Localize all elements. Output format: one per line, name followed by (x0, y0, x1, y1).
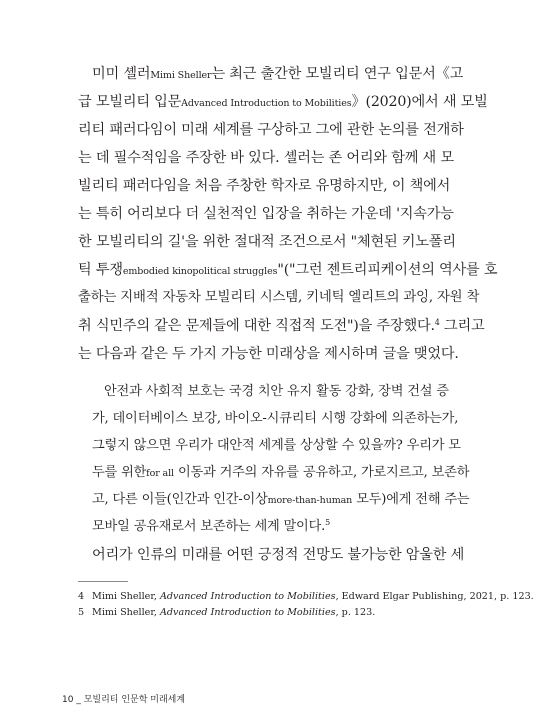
text-line: 는 다음과 같은 두 가지 가능한 미래상을 제시하며 글을 맺었다. (78, 346, 459, 362)
running-title: _ 모빌리티 인문학 미래세계 (76, 695, 186, 705)
quote-line: 가, 데이터베이스 보강, 바이오-시큐리티 시행 강화에 의존하는가, (92, 411, 459, 426)
footnote-divider (78, 581, 128, 582)
text-line: 는 특히 어리보다 더 실천적인 입장을 취하는 가운데 '지속가능 (78, 206, 454, 222)
footnote-ref[interactable]: 5 (325, 518, 331, 527)
text-line: 급 모빌리티 입문Advanced Introduction to Mobilities》(2020)에서 새 모빌 (78, 94, 488, 110)
page-number: 10 (62, 695, 74, 705)
quote-line: 고, 다른 이들(인간과 인간-이상more-than-human 모두)에게 전해 주는 (92, 492, 470, 507)
quote-line: 모바일 공유재로서 보존하는 세계 말이다.$^5$ (92, 518, 331, 534)
page-footer (62, 692, 185, 705)
footnote: 4 Mimi Sheller, Advanced Introduction to Mobilities, Edward Elgar Publishing, 2021, p. 123. (78, 591, 534, 602)
quote-line: 두를 위한for all 이동과 거주의 자유를 공유하고, 가로지르고, 보존하 (92, 465, 470, 480)
quote-line: 그렇지 않으면 우리가 대안적 세계를 상상할 수 있을까? 우리가 모 (92, 438, 461, 453)
text-line: 틱 투쟁embodied kinopolitical struggles"("그런 젠트리피케이션의 역사를 호 (78, 262, 498, 278)
footnote: 5 Mimi Sheller, Advanced Introduction to Mobilities, p. 123. (78, 607, 376, 618)
text-line: 는 데 필수적임을 주장한 바 있다. 셸러는 존 어리와 함께 새 모 (78, 150, 454, 166)
footnote-ref[interactable]: 4 (434, 318, 440, 327)
text-line: 출하는 지배적 자동차 모빌리티 시스템, 키네틱 엘리트의 과잉, 자원 착 (78, 290, 480, 305)
text-line: 리티 패러다임이 미래 세계를 구상하고 그에 관한 논의를 전개하 (78, 122, 464, 138)
quote-line: 안전과 사회적 보호는 국경 치안 유지 활동 강화, 장벽 건설 증 (104, 384, 449, 399)
text-line: 미미 셸러Mimi Sheller는 최근 출간한 모빌리티 연구 입문서《고 (92, 66, 464, 82)
text-line: 빌리티 패러다임을 처음 주창한 학자로 유명하지만, 이 책에서 (78, 178, 451, 194)
text-line: 한 모빌리티의 길'을 위한 절대적 조건으로서 "체현된 키노폴리 (78, 234, 456, 250)
text-line: 취 식민주의 같은 문제들에 대한 직접적 도전")을 주장했다.$^4$ 그리고 (78, 318, 485, 334)
text-line: 어리가 인류의 미래를 어떤 긍정적 전망도 불가능한 암울한 세 (92, 547, 465, 563)
